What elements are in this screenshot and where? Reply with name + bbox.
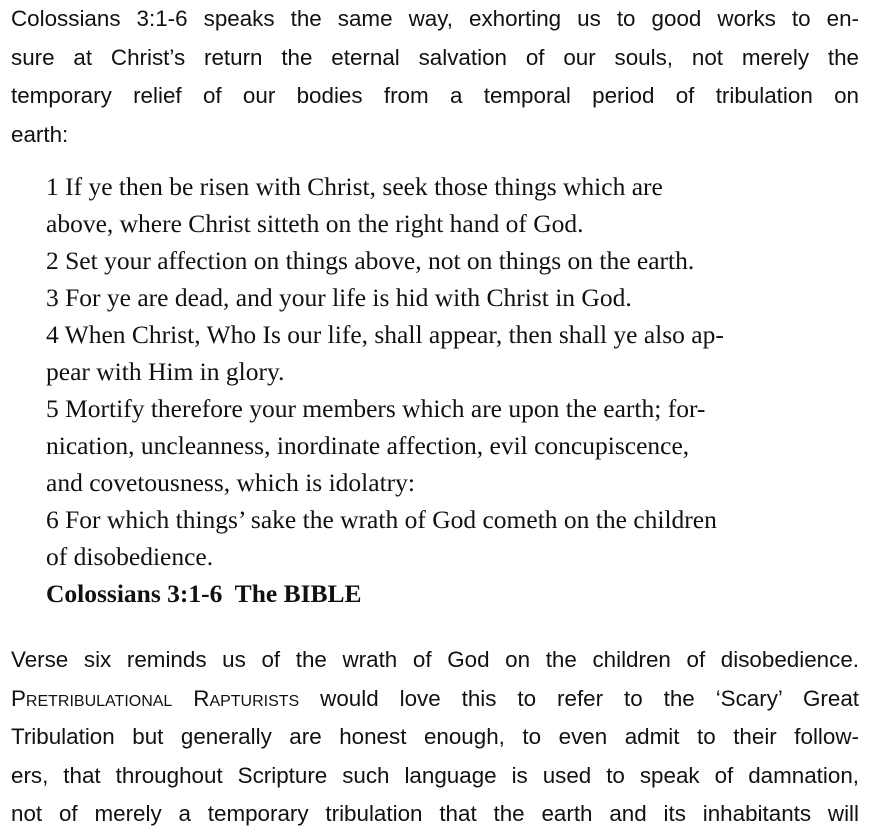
paragraph-line: [11, 680, 859, 719]
verse-line: 3 For ye are dead, and your life is hid with Christ in God.: [46, 283, 632, 312]
paragraph-line: earth:: [11, 121, 69, 147]
scripture-reference: Colossians 3:1-6 The BIBLE: [46, 579, 362, 608]
paragraph-line: Tribulation but generally are honest enough, to even admit to their follow-: [11, 724, 859, 749]
verse-line: pear with Him in glory.: [46, 357, 285, 386]
verse-line: nication, uncleanness, inordinate affection, evil concupiscence,: [46, 431, 690, 460]
paragraph-line: Colossians 3:1-6 speaks the same way, exhorting us to good works to en-: [11, 6, 859, 31]
intro-paragraph: [11, 0, 859, 154]
paragraph-line: ers, that throughout Scripture such language is used to speak of damnation,: [11, 762, 859, 788]
paragraph-line: temporary relief of our bodies from a temporal period of tribulation on: [11, 83, 859, 108]
commentary-paragraph: [11, 641, 859, 832]
verse-line: above, where Christ sitteth on the right hand of God.: [46, 209, 584, 238]
paragraph-line: Verse six reminds us of the wrath of God on the children of disobedience.: [11, 647, 859, 672]
paragraph-line: sure at Christ’s return the eternal salvation of our souls, not merely the: [11, 44, 859, 70]
paragraph-line-rest: would love this to refer to the ‘Scary’ Great: [299, 685, 859, 711]
verse-line: 2 Set your affection on things above, not on things on the earth.: [46, 246, 695, 275]
verse-line: 5 Mortify therefore your members which are upon the earth; for-: [46, 394, 706, 423]
verse-line: 4 When Christ, Who Is our life, shall appear, then shall ye also ap-: [46, 320, 724, 349]
verse-line: and covetousness, which is idolatry:: [46, 468, 415, 497]
paragraph-line: not of merely a temporary tribulation that the earth and its inhabitants will: [11, 801, 859, 826]
verse-line: of disobedience.: [46, 542, 214, 571]
smallcaps-term: Pretribulational Rapturists: [11, 685, 300, 711]
verse-line: 1 If ye then be risen with Christ, seek those things which are: [46, 172, 663, 201]
verse-line: 6 For which things’ sake the wrath of God cometh on the children: [46, 505, 717, 534]
scripture-quote: [46, 168, 836, 575]
